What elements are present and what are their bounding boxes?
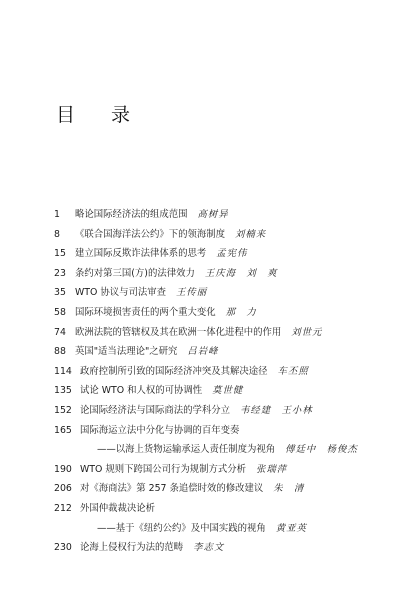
toc-entry-author: 那 力 [225,306,257,318]
toc-entry[interactable] [54,225,399,245]
toc-entry-title: 英国"适当法理论"之研究 [75,346,178,358]
toc-entry[interactable] [54,421,399,441]
toc-entry-author: 高树异 [197,209,229,220]
toc-entry-author: 黄亚英 [275,522,307,534]
toc-heading: 目 录 [56,104,146,126]
toc-entry[interactable] [54,362,399,382]
toc-list [54,205,399,558]
toc-entry-author: 莫世健 [212,385,244,397]
toc-page-number: 15 [54,248,66,260]
toc-entry-title: 国际环境损害责任的两个重大变化 [75,306,216,318]
toc-page-number: 35 [54,287,66,299]
toc-page-number: 230 [54,542,72,554]
toc-entry-author: 张瑞萍 [255,463,288,475]
toc-entry-title: 国际海运立法中分化与协调的百年变奏 [80,424,240,436]
toc-page-number: 88 [54,346,66,358]
toc-entry-author: 王传丽 [175,287,208,299]
toc-page-number: 190 [54,463,72,475]
toc-page-number: 212 [54,502,72,514]
toc-page-number: 23 [54,267,66,279]
toc-entry-title: 条约对第三国(方)的法律效力 [75,267,195,279]
toc-page-number: 58 [54,306,66,318]
toc-entry-author: 韦经建 王小林 [240,404,313,416]
toc-entry-author: 刘楠来 [235,228,267,240]
toc-entry-title: 欧洲法院的管辖权及其在欧洲一体化进程中的作用 [75,326,282,338]
toc-entry-title: ——以海上货物运输承运人责任制度为视角 [97,444,276,456]
toc-entry-title: WTO 规则下跨国公司行为规制方式分析 [80,463,246,475]
toc-page-number: 114 [54,365,72,377]
toc-entry[interactable] [54,401,399,421]
toc-entry-title: WTO 协议与司法审查 [75,287,166,299]
toc-page-number: 74 [54,326,66,338]
toc-entry-author: 朱 清 [273,483,305,495]
toc-entry-title: 《联合国海洋法公约》下的领海制度 [75,228,226,240]
toc-entry[interactable] [54,499,399,519]
toc-entry-author: 刘世元 [291,326,323,338]
toc-page-number: 135 [54,385,72,397]
toc-entry[interactable] [54,264,399,284]
toc-entry[interactable] [54,381,399,401]
toc-entry-title: 略论国际经济法的组成范围 [75,209,188,220]
toc-page-number: 152 [54,404,72,416]
toc-entry[interactable] [54,519,399,539]
toc-entry[interactable] [54,283,399,303]
toc-entry-author: 李志文 [193,542,225,554]
toc-entry[interactable] [54,303,399,323]
toc-entry[interactable] [54,460,399,480]
toc-entry-title: 论海上侵权行为法的范畴 [80,542,184,554]
toc-page-number: 1 [54,209,60,220]
toc-entry-title: 政府控制所引致的国际经济冲突及其解决途径 [80,365,268,377]
toc-entry-author: 车丕照 [277,365,309,377]
toc-entry-title: 建立国际反欺诈法律体系的思考 [75,248,207,260]
toc-entry-author: 吕岩峰 [187,346,219,358]
toc-entry-title: ——基于《纽约公约》及中国实践的视角 [97,522,266,534]
toc-entry-author: 孟宪伟 [216,248,248,260]
toc-entry[interactable] [54,205,399,225]
toc-entry[interactable] [54,323,399,343]
toc-entry-author: 傅廷中 杨俊杰 [285,444,358,456]
toc-entry-title: 外国仲裁裁决论析 [80,502,156,514]
toc-entry-title: 试论 WTO 和人权的可协调性 [80,385,203,397]
toc-entry-title: 对《海商法》第 257 条追偿时效的修改建议 [80,483,264,495]
toc-entry[interactable] [54,479,399,499]
toc-entry[interactable] [54,440,399,460]
toc-entry-title: 论国际经济法与国际商法的学科分立 [80,404,231,416]
toc-entry[interactable] [54,342,399,362]
toc-page-number: 165 [54,424,72,436]
toc-page-number: 206 [54,483,72,495]
toc-entry[interactable] [54,538,399,558]
toc-entry[interactable] [54,244,399,264]
toc-page-number: 8 [54,228,60,240]
toc-entry-author: 王庆海 刘 爽 [204,267,278,279]
